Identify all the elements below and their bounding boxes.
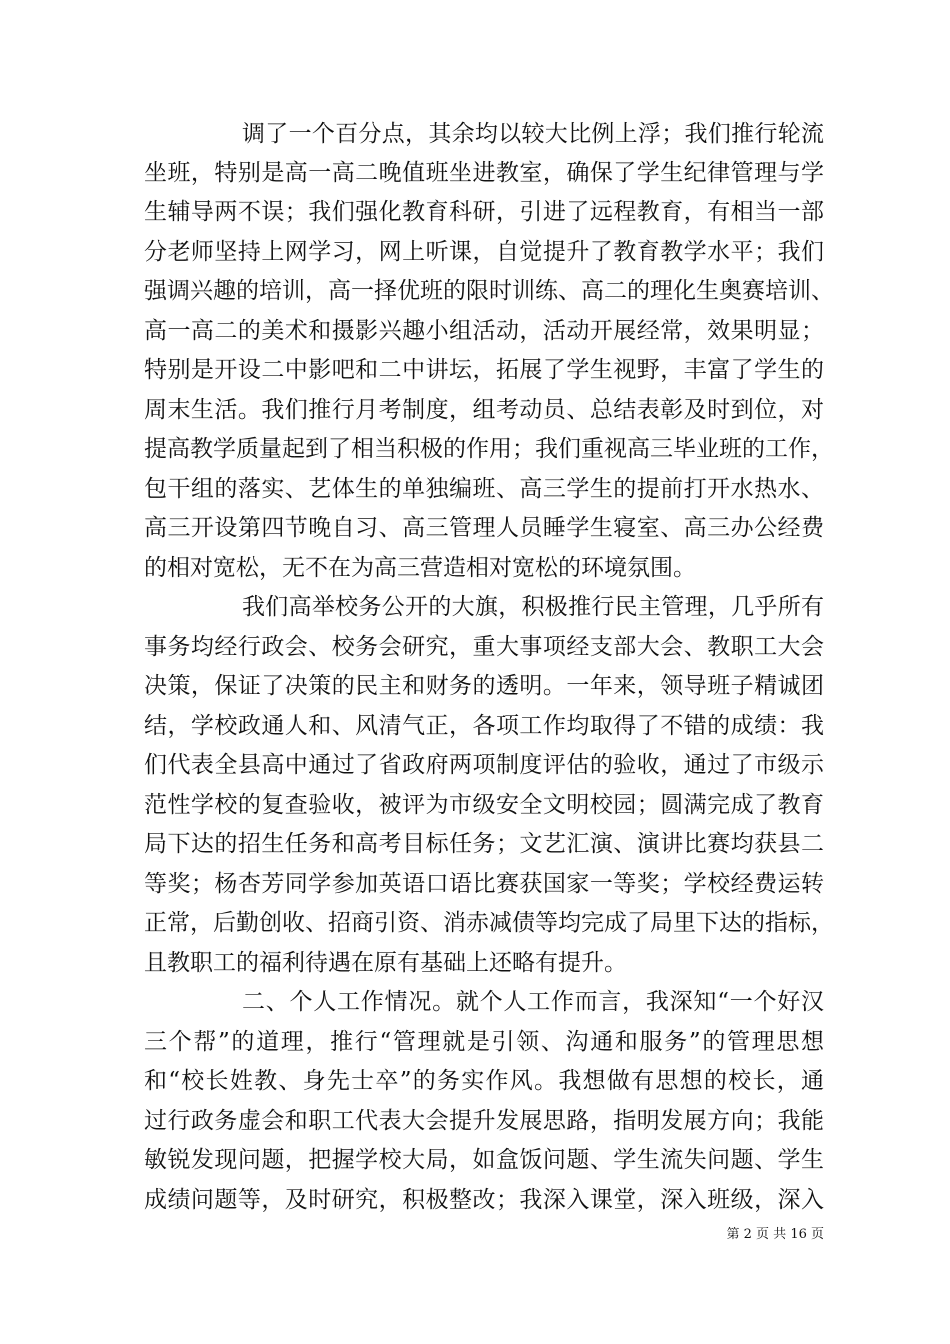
paragraph-3-line-1: 二、个人工作情况。就个人工作而言，我深知“一个好汉 xyxy=(242,989,824,1015)
paragraph-3-line-3: 和“校长姓教、身先士卒”的务实作风。我想做有思想的校长，通 xyxy=(144,1068,824,1094)
paragraph-1-line-9: 提高教学质量起到了相当积极的作用；我们重视高三毕业班的工作， xyxy=(144,436,834,462)
paragraph-3-line-2: 三个帮”的道理，推行“管理就是引领、沟通和服务”的管理思想 xyxy=(144,1029,824,1055)
paragraph-1-line-12: 的相对宽松，无不在为高三营造相对宽松的环境氛围。 xyxy=(144,555,696,581)
paragraph-3-line-4: 过行政务虚会和职工代表大会提升发展思路，指明发展方向；我能 xyxy=(144,1108,824,1134)
paragraph-1-line-5: 强调兴趣的培训，高一择优班的限时训练、高二的理化生奥赛培训、 xyxy=(144,278,834,304)
paragraph-3-line-6: 成绩问题等，及时研究，积极整改；我深入课堂，深入班级，深入 xyxy=(144,1187,824,1213)
paragraph-2-line-7: 局下达的招生任务和高考目标任务；文艺汇演、演讲比赛均获县二 xyxy=(144,831,824,857)
paragraph-1-line-10: 包干组的落实、艺体生的单独编班、高三学生的提前打开水热水、 xyxy=(144,476,824,502)
paragraph-3-line-5: 敏锐发现问题，把握学校大局，如盒饭问题、学生流失问题、学生 xyxy=(144,1147,824,1173)
paragraph-1-line-1: 调了一个百分点，其余均以较大比例上浮；我们推行轮流 xyxy=(242,121,824,147)
paragraph-1-line-11: 高三开设第四节晚自习、高三管理人员睡学生寝室、高三办公经费 xyxy=(144,515,824,541)
paragraph-2-line-10: 且教职工的福利待遇在原有基础上还略有提升。 xyxy=(144,950,627,976)
paragraph-2-line-1: 我们高举校务公开的大旗，积极推行民主管理，几乎所有 xyxy=(242,594,824,620)
paragraph-1-line-6: 高一高二的美术和摄影兴趣小组活动，活动开展经常，效果明显； xyxy=(144,318,824,344)
paragraph-1-line-8: 周末生活。我们推行月考制度，组考动员、总结表彰及时到位，对 xyxy=(144,397,824,423)
paragraph-2-line-3: 决策，保证了决策的民主和财务的透明。一年来，领导班子精诚团 xyxy=(144,673,824,699)
paragraph-1-line-4: 分老师坚持上网学习，网上听课，自觉提升了教育教学水平；我们 xyxy=(144,239,824,265)
paragraph-1-line-7: 特别是开设二中影吧和二中讲坛，拓展了学生视野，丰富了学生的 xyxy=(144,357,824,383)
paragraph-2-line-6: 范性学校的复查验收，被评为市级安全文明校园；圆满完成了教育 xyxy=(144,792,824,818)
page-footer: 第 2 页 共 16 页 xyxy=(726,1227,824,1242)
paragraph-1-line-3: 生辅导两不误；我们强化教育科研，引进了远程教育，有相当一部 xyxy=(144,199,824,225)
paragraph-2-line-4: 结，学校政通人和、风清气正，各项工作均取得了不错的成绩：我 xyxy=(144,713,824,739)
paragraph-2-line-2: 事务均经行政会、校务会研究，重大事项经支部大会、教职工大会 xyxy=(144,634,824,660)
paragraph-2-line-9: 正常，后勤创收、招商引资、消赤减债等均完成了局里下达的指标， xyxy=(144,910,834,936)
paragraph-1-line-2: 坐班，特别是高一高二晚值班坐进教室，确保了学生纪律管理与学 xyxy=(144,160,824,186)
paragraph-2-line-8: 等奖；杨杏芳同学参加英语口语比赛获国家一等奖；学校经费运转 xyxy=(144,871,824,897)
paragraph-2-line-5: 们代表全县高中通过了省政府两项制度评估的验收，通过了市级示 xyxy=(144,752,824,778)
